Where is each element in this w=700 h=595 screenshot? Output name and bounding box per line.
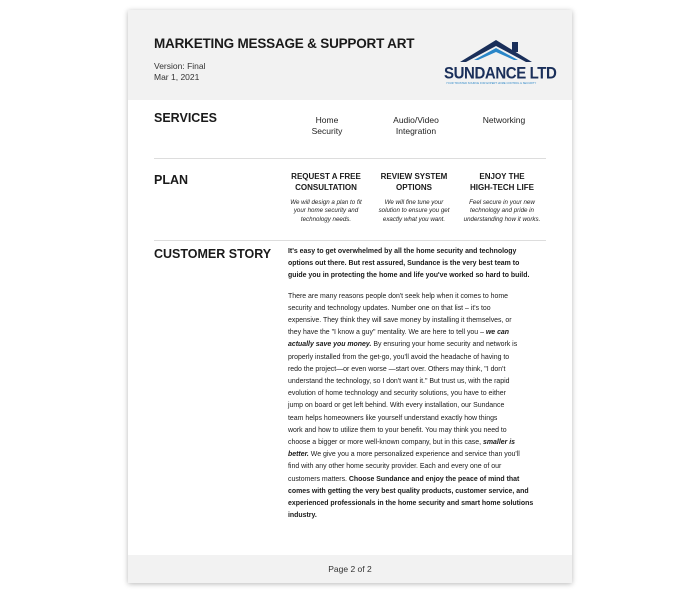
services-heading: SERVICES [154,111,217,125]
story-line [288,498,550,510]
story-segment: customers matters. [288,475,347,483]
story-line: team helps homeowners like yourself understand exactly how things [288,414,498,422]
customer-story-text [288,246,550,522]
plan-step-desc-line: technology needs. [300,215,352,223]
story-bold: Choose Sundance and enjoy the peace of mind that [348,475,520,483]
story-segment: they have the "I know a guy" mentality. We are here to tell you – [288,329,484,337]
page-header [128,10,572,100]
service-line: Networking [482,115,526,125]
story-line [288,437,550,449]
section-divider [154,240,546,241]
service-line: Security [311,126,343,136]
section-divider [154,158,546,159]
logo-wordmark: SUNDANCE LTD [444,64,557,83]
plan-step-desc-line: solution to ensure you get [378,207,450,215]
date-label: Mar 1, 2021 [154,72,200,82]
story-segment: choose a bigger or more well-known company, but in this case, [288,439,482,447]
plan-step-desc-line: Feel secure in your new [469,199,535,206]
plan-step-description [371,199,457,224]
story-line: understand the technology, so I don't want it." But trust us, with the rapid [288,378,510,386]
story-segment: By ensuring your home security and network is [373,341,518,349]
plan-step-consultation [283,172,369,224]
plan-step-desc-line: understanding how it works. [463,215,541,223]
plan-step-description [283,199,369,224]
plan-step-title-line: OPTIONS [395,182,432,192]
story-line [288,486,550,498]
story-bold: experienced professionals in the home security and smart home solutions [288,500,534,508]
plan-step-title [371,172,457,193]
plan-step-title-line: REQUEST A FREE [291,172,361,181]
plan-heading: PLAN [154,173,189,187]
story-line [288,339,550,351]
story-intro-line: guide you in protecting the home and life you've worked so hard to build. [288,272,530,280]
plan-step-desc-line: technology and pride in [470,207,534,215]
story-segment: We give you a more personalized experience and service than you'll [310,451,520,459]
company-logo [440,38,557,88]
story-line: security and technology updates. Number one on that list – it's too [288,304,491,312]
story-line: jump on board or get left behind. With every installation, our Sundance [288,402,505,410]
story-bold: industry. [288,512,317,520]
service-home-security [289,115,365,137]
plan-step-description [459,199,545,224]
story-intro-line: options out there. But rest assured, Sundance is the very best team to [288,260,520,268]
service-line: Home [315,115,339,125]
document-page [128,10,572,583]
page-number: Page 2 of 2 [328,564,372,574]
plan-step-enjoy [459,172,545,224]
page-footer [128,555,572,583]
customer-story-heading: CUSTOMER STORY [154,247,272,261]
story-line: find with any other home security provider. Each and every one of our [288,463,502,471]
service-networking [466,115,542,126]
story-intro-line: It's easy to get overwhelmed by all the home security and technology [288,248,517,255]
logo-tagline: YOUR TRUSTED SOURCE FOR EXPERT HOME CONTROL & SECURITY [446,82,537,85]
story-line [288,449,550,461]
service-line: Integration [395,126,437,136]
plan-step-title [459,172,545,193]
plan-step-review [371,172,457,224]
story-line: properly installed from the get-go, you'll avoid the headache of having to [288,353,510,361]
plan-step-title-line: HIGH-TECH LIFE [470,182,534,192]
story-line: evolution of home technology and security solutions, you have to either [288,390,506,398]
version-label: Version: Final [154,61,206,71]
document-title: MARKETING MESSAGE & SUPPORT ART [154,36,415,51]
story-line [288,510,550,522]
story-line: There are many reasons people don't seek help when it comes to home [288,292,508,300]
story-bold: comes with getting the very best quality products, customer service, and [288,487,529,495]
plan-step-title-line: CONSULTATION [295,182,357,192]
plan-step-desc-line: We will design a plan to fit [290,199,362,206]
story-line: expensive. They think they will save money by installing it themselves, or [288,317,512,325]
story-line [288,474,550,486]
plan-step-desc-line: exactly what you want. [382,215,446,223]
story-line: work and how to utilize them to your benefit. You may think you need to [288,426,507,434]
plan-step-desc-line: We will fine tune your [384,199,444,206]
plan-step-title-line: REVIEW SYSTEM [380,172,448,181]
story-emphasis: actually save you money. [288,341,372,349]
story-emphasis: we can [485,329,510,337]
plan-step-title-line: ENJOY THE [479,172,525,181]
service-line: Audio/Video [393,115,439,125]
plan-step-title [283,172,369,193]
story-line: redo the project—or even worse —start over. Others may think, "I don't [288,365,506,373]
story-emphasis: better. [288,451,309,459]
story-line [288,327,550,339]
plan-step-desc-line: your home security and [293,207,359,215]
house-roof-icon [456,38,536,66]
service-audio-video [378,115,454,137]
story-emphasis: smaller is [483,439,516,447]
